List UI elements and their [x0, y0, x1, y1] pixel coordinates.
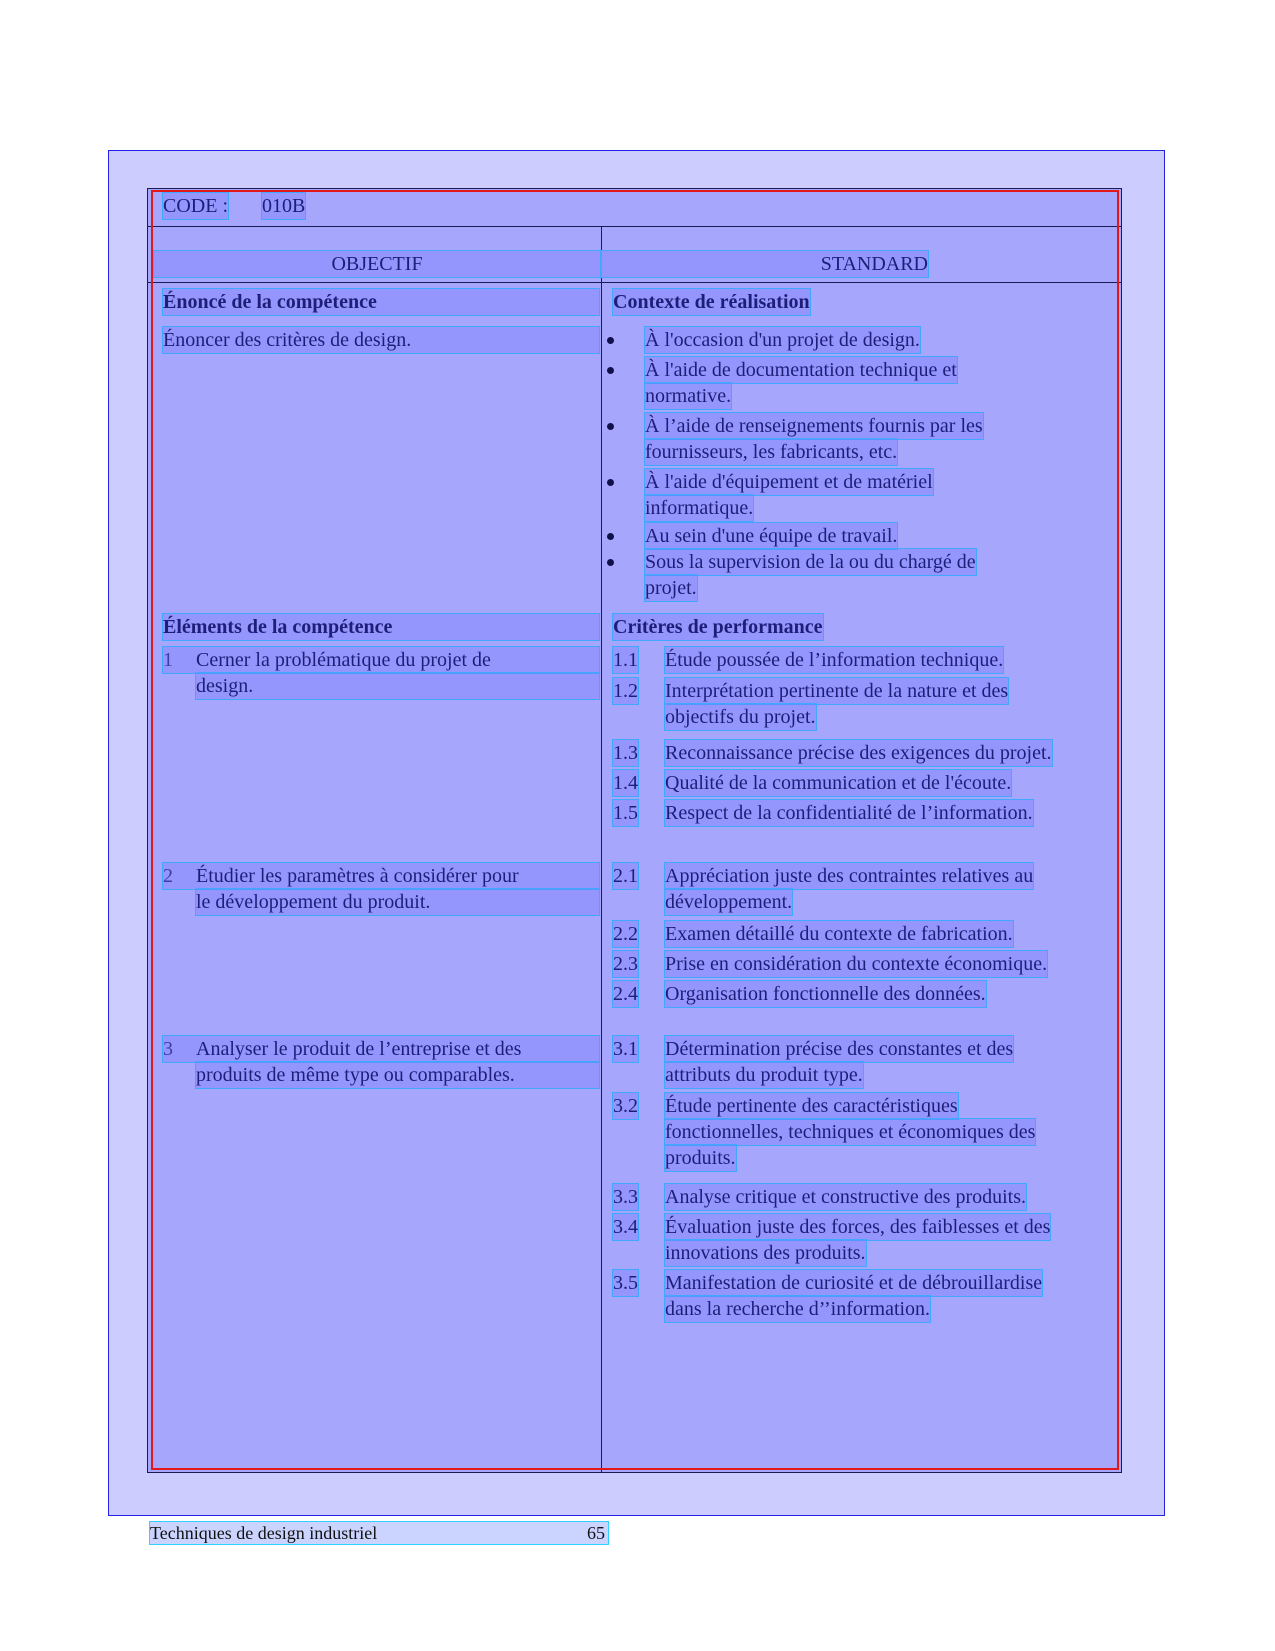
- element-number: 2: [163, 865, 173, 887]
- criterion-text: Qualité de la communication et de l'écoute.: [665, 772, 1012, 794]
- criterion-text: produits.: [665, 1147, 736, 1169]
- code-value: 010B: [262, 195, 306, 217]
- criterion-text: Reconnaissance précise des exigences du projet.: [665, 742, 1052, 764]
- criterion-text: dans la recherche d’’information.: [665, 1298, 931, 1320]
- contexte-item-text: À l'aide de documentation technique et: [645, 359, 957, 381]
- bullet-dot: [607, 559, 614, 566]
- criterion-text: Étude pertinente des caractéristiques: [665, 1095, 958, 1117]
- criterion-text: innovations des produits.: [665, 1242, 866, 1264]
- element-text: produits de même type ou comparables.: [196, 1062, 599, 1088]
- criterion-number: 1.5: [613, 802, 638, 824]
- contexte-title: Contexte de réalisation: [613, 291, 810, 313]
- criterion-number: 2.3: [613, 953, 638, 975]
- bullet-dot: [607, 367, 614, 374]
- elements-title: Éléments de la compétence: [163, 614, 599, 640]
- criterion-text: développement.: [665, 891, 793, 913]
- page-number: 65: [587, 1523, 605, 1543]
- criterion-number: 3.3: [613, 1186, 638, 1208]
- bullet-dot: [607, 337, 614, 344]
- footer-title: Techniques de design industriel: [150, 1523, 378, 1543]
- criterion-text: Appréciation juste des contraintes relatives au: [665, 865, 1034, 887]
- contexte-item-text: À l'aide d'équipement et de matériel: [645, 471, 933, 493]
- element-number: 1: [163, 649, 173, 671]
- criterion-number: 1.2: [613, 680, 638, 702]
- enonce-title: Énoncé de la compétence: [163, 289, 599, 315]
- element-text: le développement du produit.: [196, 889, 599, 915]
- contexte-item-text: Sous la supervision de la ou du chargé de: [645, 551, 976, 573]
- criterion-text: Étude poussée de l’information technique.: [665, 649, 1004, 671]
- criterion-number: 2.4: [613, 983, 638, 1005]
- contexte-item-text: fournisseurs, les fabricants, etc.: [645, 441, 898, 463]
- criterion-text: Évaluation juste des forces, des faiblesses et des: [665, 1216, 1051, 1238]
- criterion-number: 3.1: [613, 1038, 638, 1060]
- criterion-number: 2.2: [613, 923, 638, 945]
- contexte-item-text: À l’aide de renseignements fournis par les: [645, 415, 983, 437]
- contexte-item-text: normative.: [645, 385, 732, 407]
- header-objectif: OBJECTIF: [154, 251, 600, 277]
- criterion-number: 1.1: [613, 649, 638, 671]
- criterion-number: 3.5: [613, 1272, 638, 1294]
- column-divider: [601, 227, 602, 1472]
- contexte-item-text: informatique.: [645, 497, 754, 519]
- criterion-text: Organisation fonctionnelle des données.: [665, 983, 986, 1005]
- element-number: 3: [163, 1038, 173, 1060]
- criterion-text: objectifs du projet.: [665, 706, 816, 728]
- criterion-text: Analyse critique et constructive des produits.: [665, 1186, 1027, 1208]
- criterion-number: 3.4: [613, 1216, 638, 1238]
- criterion-text: fonctionnelles, techniques et économiques des: [665, 1121, 1036, 1143]
- criterion-text: attributs du produit type.: [665, 1064, 863, 1086]
- enonce-text: Énoncer des critères de design.: [163, 327, 599, 353]
- criterion-number: 1.3: [613, 742, 638, 764]
- contexte-item-text: projet.: [645, 577, 697, 599]
- contexte-item-text: Au sein d'une équipe de travail.: [645, 525, 898, 547]
- element-text: design.: [196, 673, 599, 699]
- criterion-text: Examen détaillé du contexte de fabrication.: [665, 923, 1013, 945]
- element-text: Cerner la problématique du projet de: [163, 647, 599, 673]
- element-text: Analyser le produit de l’entreprise et des: [163, 1036, 599, 1062]
- criterion-text: Prise en considération du contexte économique.: [665, 953, 1048, 975]
- criterion-text: Interprétation pertinente de la nature et des: [665, 680, 1009, 702]
- header-standard: STANDARD: [602, 251, 928, 277]
- bullet-dot: [607, 479, 614, 486]
- code-row-divider: [148, 226, 1121, 227]
- bullet-dot: [607, 533, 614, 540]
- criterion-number: 1.4: [613, 772, 638, 794]
- criteres-title: Critères de performance: [613, 616, 823, 638]
- criterion-text: Détermination précise des constantes et des: [665, 1038, 1014, 1060]
- criterion-text: Manifestation de curiosité et de débrouillardise: [665, 1272, 1043, 1294]
- contexte-item-text: À l'occasion d'un projet de design.: [645, 329, 920, 351]
- element-text: Étudier les paramètres à considérer pour: [163, 863, 599, 889]
- code-label: CODE :: [163, 195, 228, 217]
- criterion-number: 2.1: [613, 865, 638, 887]
- bullet-dot: [607, 423, 614, 430]
- header-row-divider: [148, 282, 1121, 283]
- criterion-number: 3.2: [613, 1095, 638, 1117]
- criterion-text: Respect de la confidentialité de l’information.: [665, 802, 1033, 824]
